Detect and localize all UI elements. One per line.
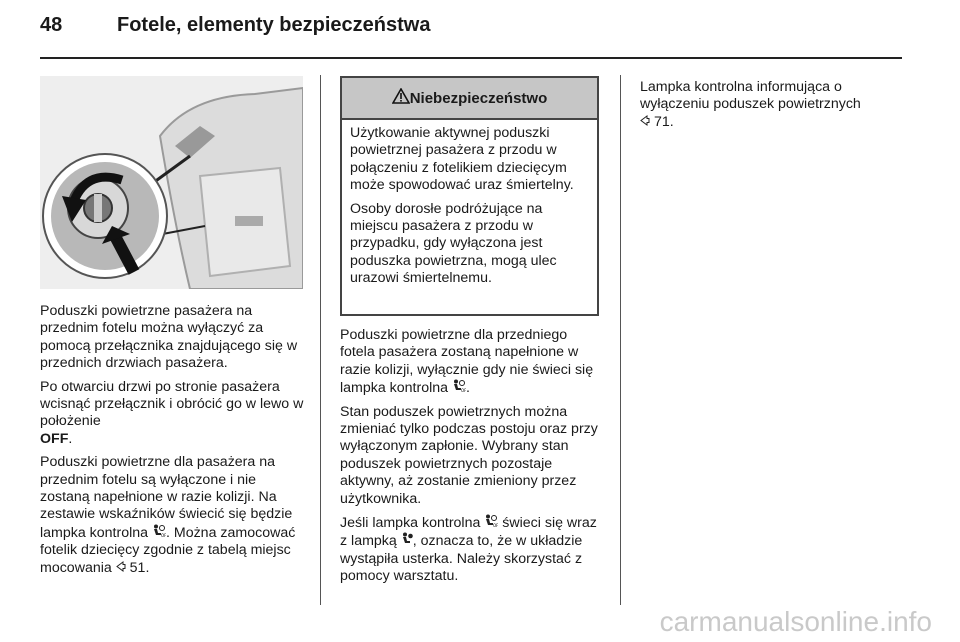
airbag-indicator-icon xyxy=(401,532,413,550)
column-divider-1 xyxy=(320,75,321,605)
warning-triangle-icon xyxy=(392,88,410,108)
off-position-label: OFF xyxy=(40,430,69,447)
page-reference-arrow-icon xyxy=(116,560,126,577)
warning-text: Osoby dorosłe podróżujące na miejscu pasażera z przodu w przypadku, gdy wyłączona jest poduszka powietrzna, mogą ulec urazowi śmiertelnemu. xyxy=(350,200,557,287)
warning-title: Niebezpieczeństwo xyxy=(409,89,548,107)
middle-column xyxy=(340,327,605,592)
header-rule xyxy=(40,57,902,59)
warning-box xyxy=(340,76,599,316)
page-number: 48 xyxy=(40,14,63,36)
paragraph: Jeśli lampka kontrolna O świeci się wraz z lampką , oznacza to, że w układzie wystąpiła usterka. Należy skorzystać z pomocy warsztatu. xyxy=(340,515,597,585)
paragraph: Poduszki powietrzne dla przedniego fotela pasażera zostaną napełnione w razie kolizji, wyłącznie gdy nie świeci się lampka kontrolna O . xyxy=(340,327,594,397)
airbag-off-indicator-icon xyxy=(484,514,498,532)
warning-text: Użytkowanie aktywnej poduszki powietrznej pasażera z przodu w połączeniu z fotelikiem dziecięcym może spowodować uraz śmiertelny. xyxy=(350,125,574,194)
svg-text:OFF: O xyxy=(493,523,497,528)
svg-text:OFF: O xyxy=(161,532,165,537)
airbag-off-indicator-icon xyxy=(152,524,166,542)
paragraph: Lampka kontrolna informująca o wyłączeniu poduszek powietrznych 71. xyxy=(640,79,861,130)
door-switch-illustration xyxy=(40,76,303,289)
page-reference-arrow-icon xyxy=(640,114,650,131)
page-reference[interactable]: 71. xyxy=(653,113,674,130)
svg-text:OFF: O xyxy=(461,388,465,393)
airbag-off-indicator-icon xyxy=(452,379,466,397)
column-divider-2 xyxy=(620,75,621,605)
paragraph: Po otwarciu drzwi po stronie pasażera wcisnąć przełącznik i obrócić go w lewo w położenie OFF. xyxy=(40,378,304,447)
watermark: carmanualsonline.info xyxy=(659,606,932,637)
warning-header xyxy=(342,78,597,120)
right-column xyxy=(640,79,910,137)
page-title: Fotele, elementy bezpieczeństwa xyxy=(117,14,431,36)
left-column xyxy=(40,303,305,583)
paragraph: Stan poduszek powietrznych można zmieniać tylko podczas postoju oraz przy wyłączonym zapłonie. Wybrany stan poduszek powietrznych pozostaje aktywny, aż zostanie zmieniony przez użytkownika. xyxy=(340,403,598,507)
paragraph: Poduszki powietrzne dla pasażera na przednim fotelu są wyłączone i nie zostaną napełnione w razie kolizji. Na zestawie wskaźników świecić się będzie lampka kontrolna O . Można zamocować fotelik dziecięcy zgodnie z tabelą miejsc mocowania 51. xyxy=(40,454,296,576)
paragraph: Poduszki powietrzne pasażera na przednim fotelu można wyłączyć za pomocą przełącznika znajdującego się w przednich drzwiach pasażera. xyxy=(40,303,298,372)
page-reference[interactable]: 51. xyxy=(129,559,150,576)
